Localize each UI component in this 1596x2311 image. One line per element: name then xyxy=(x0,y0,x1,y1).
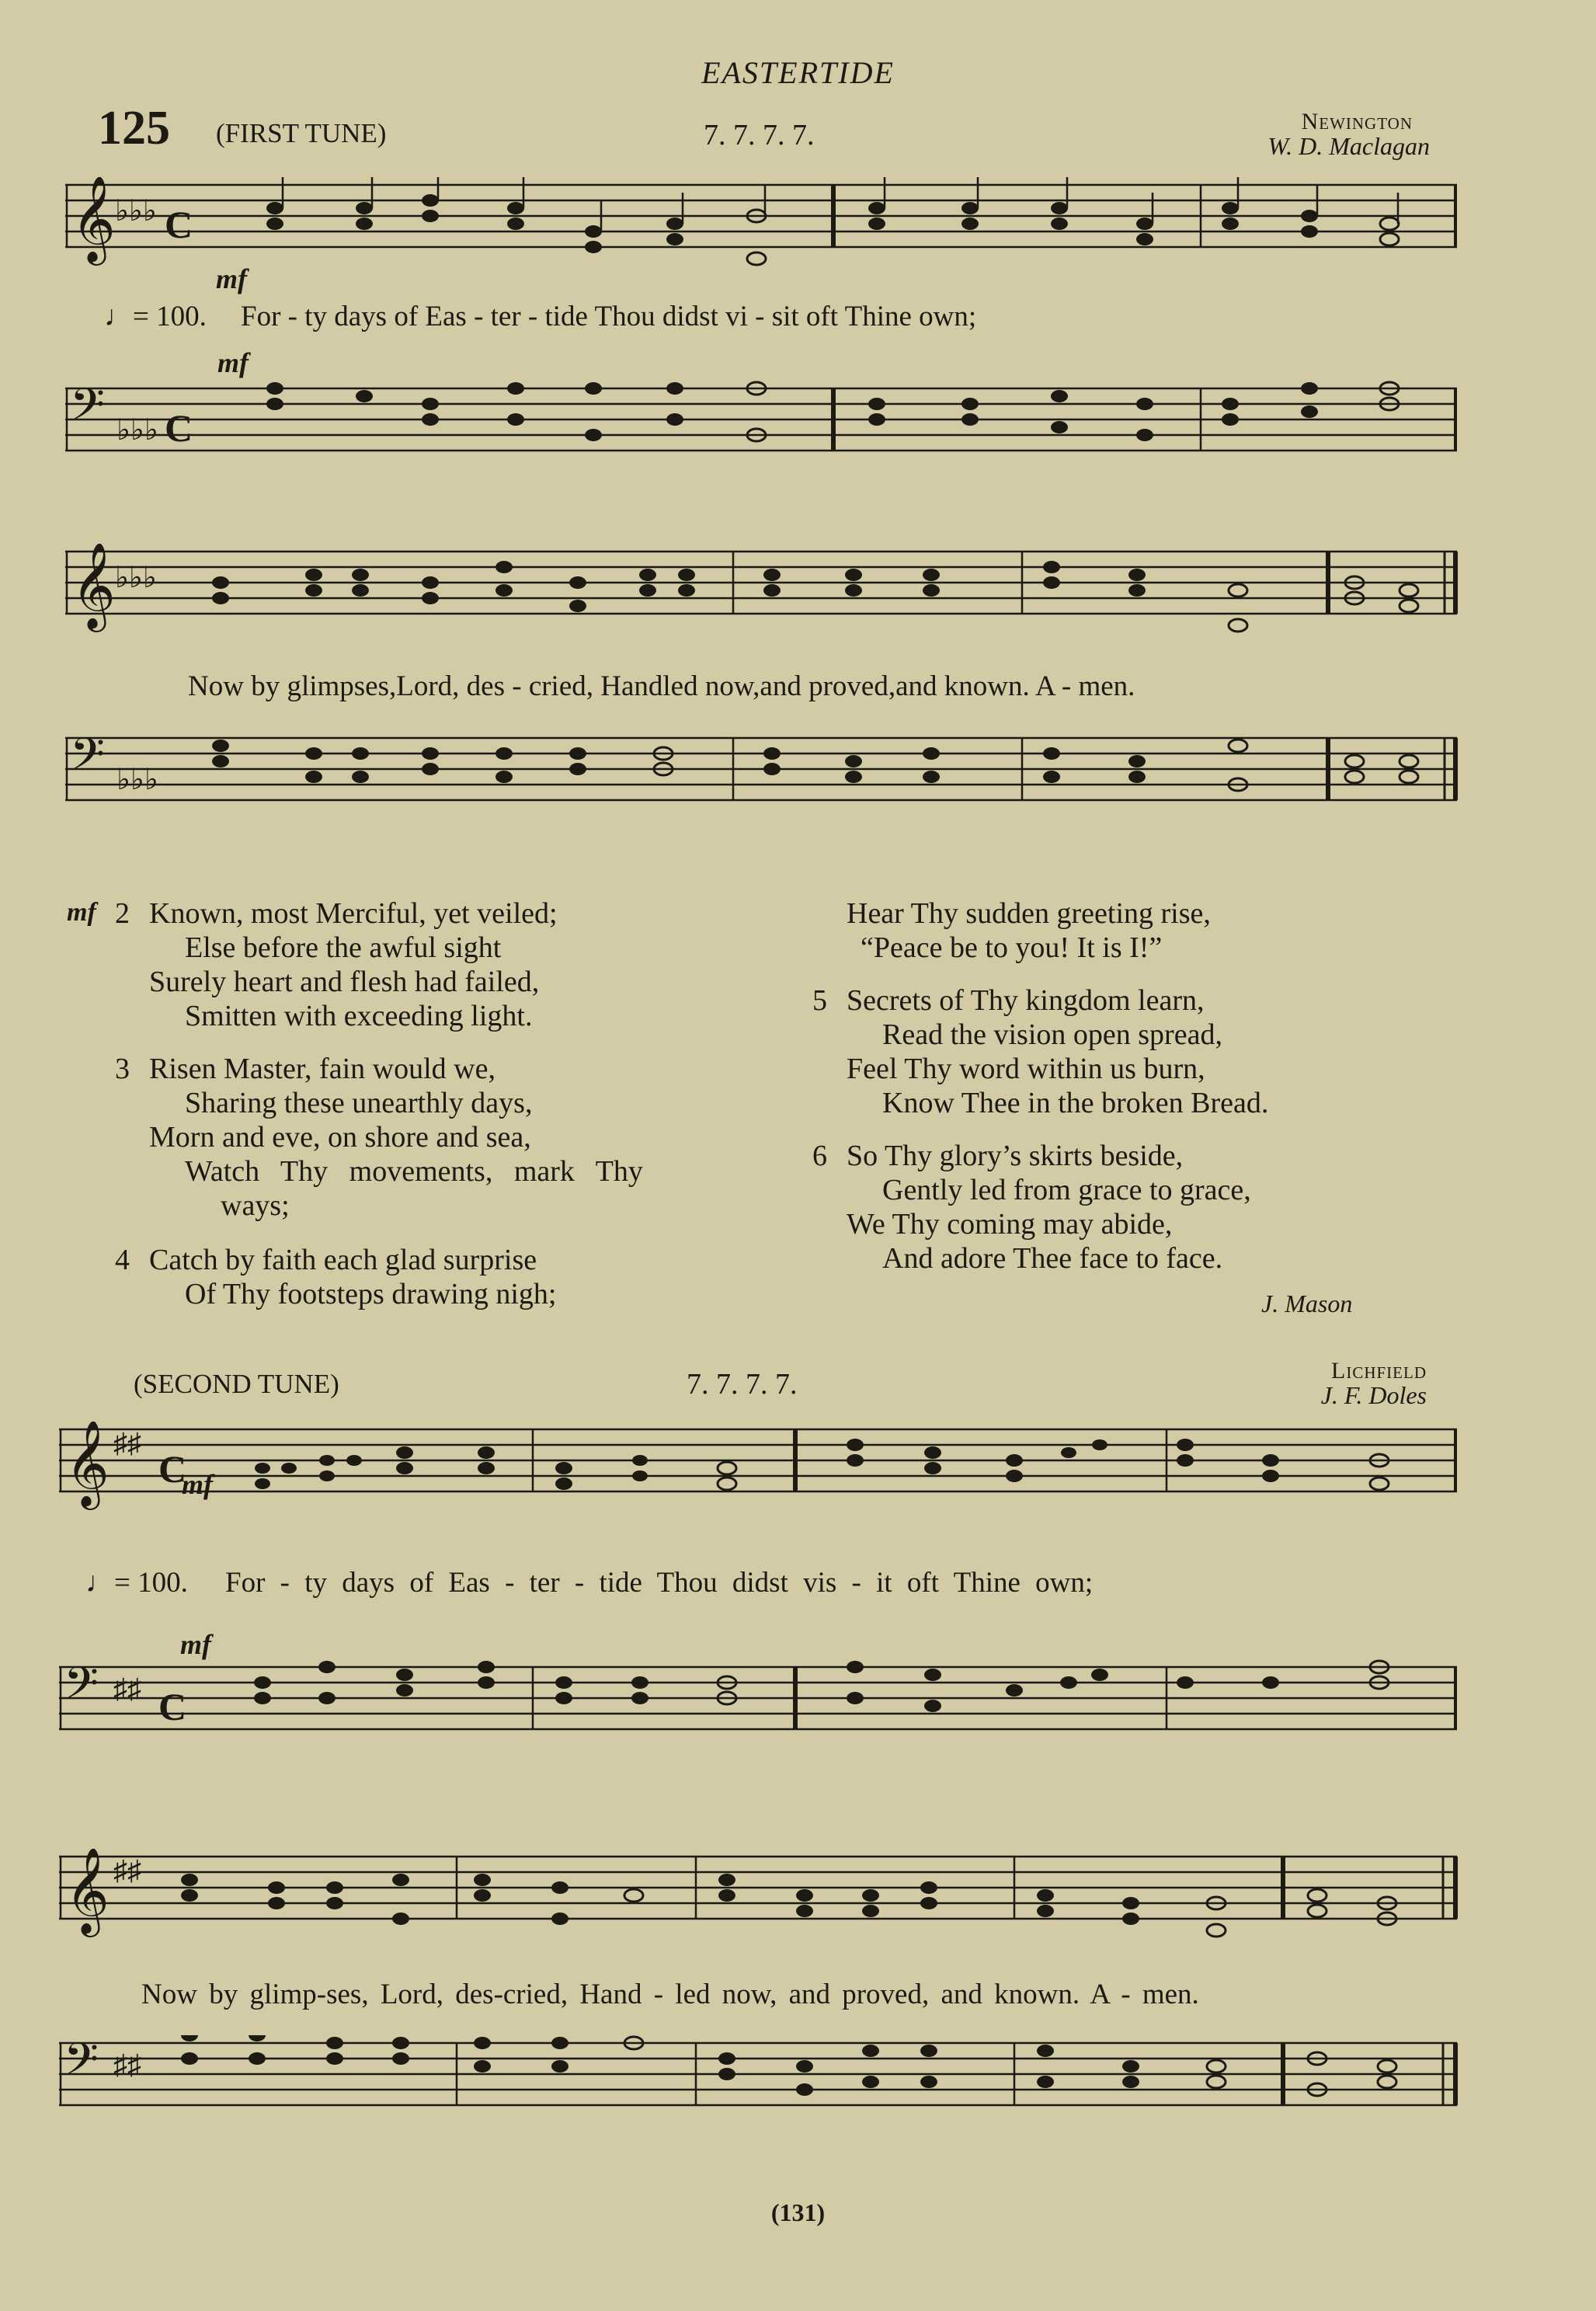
svg-text:C: C xyxy=(165,203,193,246)
svg-text:𝄞: 𝄞 xyxy=(71,544,116,627)
first-tune-system1-treble-staff xyxy=(65,177,1463,270)
first-tune-tempo: ♩= 100. xyxy=(104,301,207,332)
verse-author: J. Mason xyxy=(1261,1289,1353,1317)
first-tune-dynamic-bass: mf xyxy=(217,347,249,378)
second-tune-meter: 7. 7. 7. 7. xyxy=(687,1368,798,1401)
verse-2: 2 Known, most Merciful, yet veiled; Else before the awful sight Surely heart and flesh had failed, Smitten with exceeding light. xyxy=(115,897,558,1032)
verse-3: 3 Risen Master, fain would we, Sharing these unearthly days, Morn and eve, on shore and sea, Watch Thy movements, mark Thy ways; xyxy=(115,1053,643,1222)
second-tune-label: (SECOND TUNE) xyxy=(134,1369,339,1399)
svg-text:𝄞: 𝄞 xyxy=(71,177,116,262)
second-tune-tempo: ♩= 100. xyxy=(85,1567,188,1599)
verse-4-continued: Hear Thy sudden greeting rise, “Peace be to you! It is I!” xyxy=(847,897,1211,964)
first-tune-dynamic-treble: mf xyxy=(216,263,247,294)
verse-5: 5 Secrets of Thy kingdom learn, Read the vision open spread, Feel Thy word within us burn, Know Thee in the broken Bread. xyxy=(812,984,1269,1119)
first-tune-system2-treble-staff xyxy=(65,544,1463,653)
svg-text:♭♭♭: ♭♭♭ xyxy=(116,414,158,447)
second-tune-lyrics-line2: Now by glimp-ses, Lord, des-cried, Hand - led now, and proved, and known. A - men. xyxy=(141,1979,1199,2010)
svg-text:C: C xyxy=(158,1685,187,1728)
first-tune-lyrics-line1: For - ty days of Eas - ter - tide Thou didst vi - sit oft Thine own; xyxy=(241,301,977,332)
second-tune-dynamic-bass: mf xyxy=(180,1629,211,1660)
second-tune-dynamic-treble: mf xyxy=(182,1469,213,1500)
first-tune-meter: 7. 7. 7. 7. xyxy=(704,119,815,151)
first-tune-system2-bass-staff xyxy=(65,730,1463,831)
svg-text:♭♭♭: ♭♭♭ xyxy=(116,764,158,796)
hymn-number: 125 xyxy=(98,102,170,155)
first-tune-composer: W. D. Maclagan xyxy=(1267,132,1430,160)
svg-text:♯♯: ♯♯ xyxy=(113,1673,141,1704)
first-tune-name: Newington xyxy=(1301,109,1413,134)
page-number: (131) xyxy=(770,2198,826,2226)
verse-6: 6 So Thy glory’s skirts beside, Gently led from grace to grace, We Thy coming may abide, And adore Thee face to face. xyxy=(812,1140,1251,1275)
second-tune-name: Lichfield xyxy=(1331,1358,1427,1383)
svg-text:𝄢: 𝄢 xyxy=(70,731,106,791)
second-tune-system2-treble-staff xyxy=(59,1849,1457,1950)
svg-text:𝄞: 𝄞 xyxy=(65,1422,110,1505)
second-tune-system1-treble-staff xyxy=(59,1422,1457,1523)
verse-4: 4 Catch by faith each glad surprise Of Thy footsteps drawing nigh; xyxy=(115,1244,557,1310)
svg-text:♯♯: ♯♯ xyxy=(113,1428,141,1459)
first-tune-label: (FIRST TUNE) xyxy=(216,118,387,148)
second-tune-composer: J. F. Doles xyxy=(1320,1381,1427,1409)
second-tune-system1-bass-staff xyxy=(59,1659,1457,1760)
svg-text:𝄢: 𝄢 xyxy=(64,1660,99,1720)
svg-text:♯♯: ♯♯ xyxy=(113,1855,141,1886)
svg-text:𝄢: 𝄢 xyxy=(70,381,106,441)
verse-2-dynamic: mf xyxy=(67,898,96,927)
svg-text:C: C xyxy=(158,1447,187,1491)
svg-text:C: C xyxy=(165,406,193,450)
svg-text:𝄢: 𝄢 xyxy=(64,2036,99,2096)
first-tune-lyrics-line2: Now by glimpses,Lord, des - cried, Handled now,and proved,and known. A - men. xyxy=(188,670,1135,702)
section-title: EASTERTIDE xyxy=(701,55,895,90)
second-tune-lyrics-line1: For - ty days of Eas - ter - tide Thou didst vis - it oft Thine own; xyxy=(225,1567,1094,1599)
svg-text:♭♭♭: ♭♭♭ xyxy=(115,562,157,594)
svg-text:♭♭♭: ♭♭♭ xyxy=(115,195,157,228)
svg-text:♯♯: ♯♯ xyxy=(113,2049,141,2080)
svg-text:𝄞: 𝄞 xyxy=(65,1849,110,1932)
second-tune-system2-bass-staff xyxy=(59,2035,1457,2136)
first-tune-system1-bass-staff xyxy=(65,381,1463,474)
